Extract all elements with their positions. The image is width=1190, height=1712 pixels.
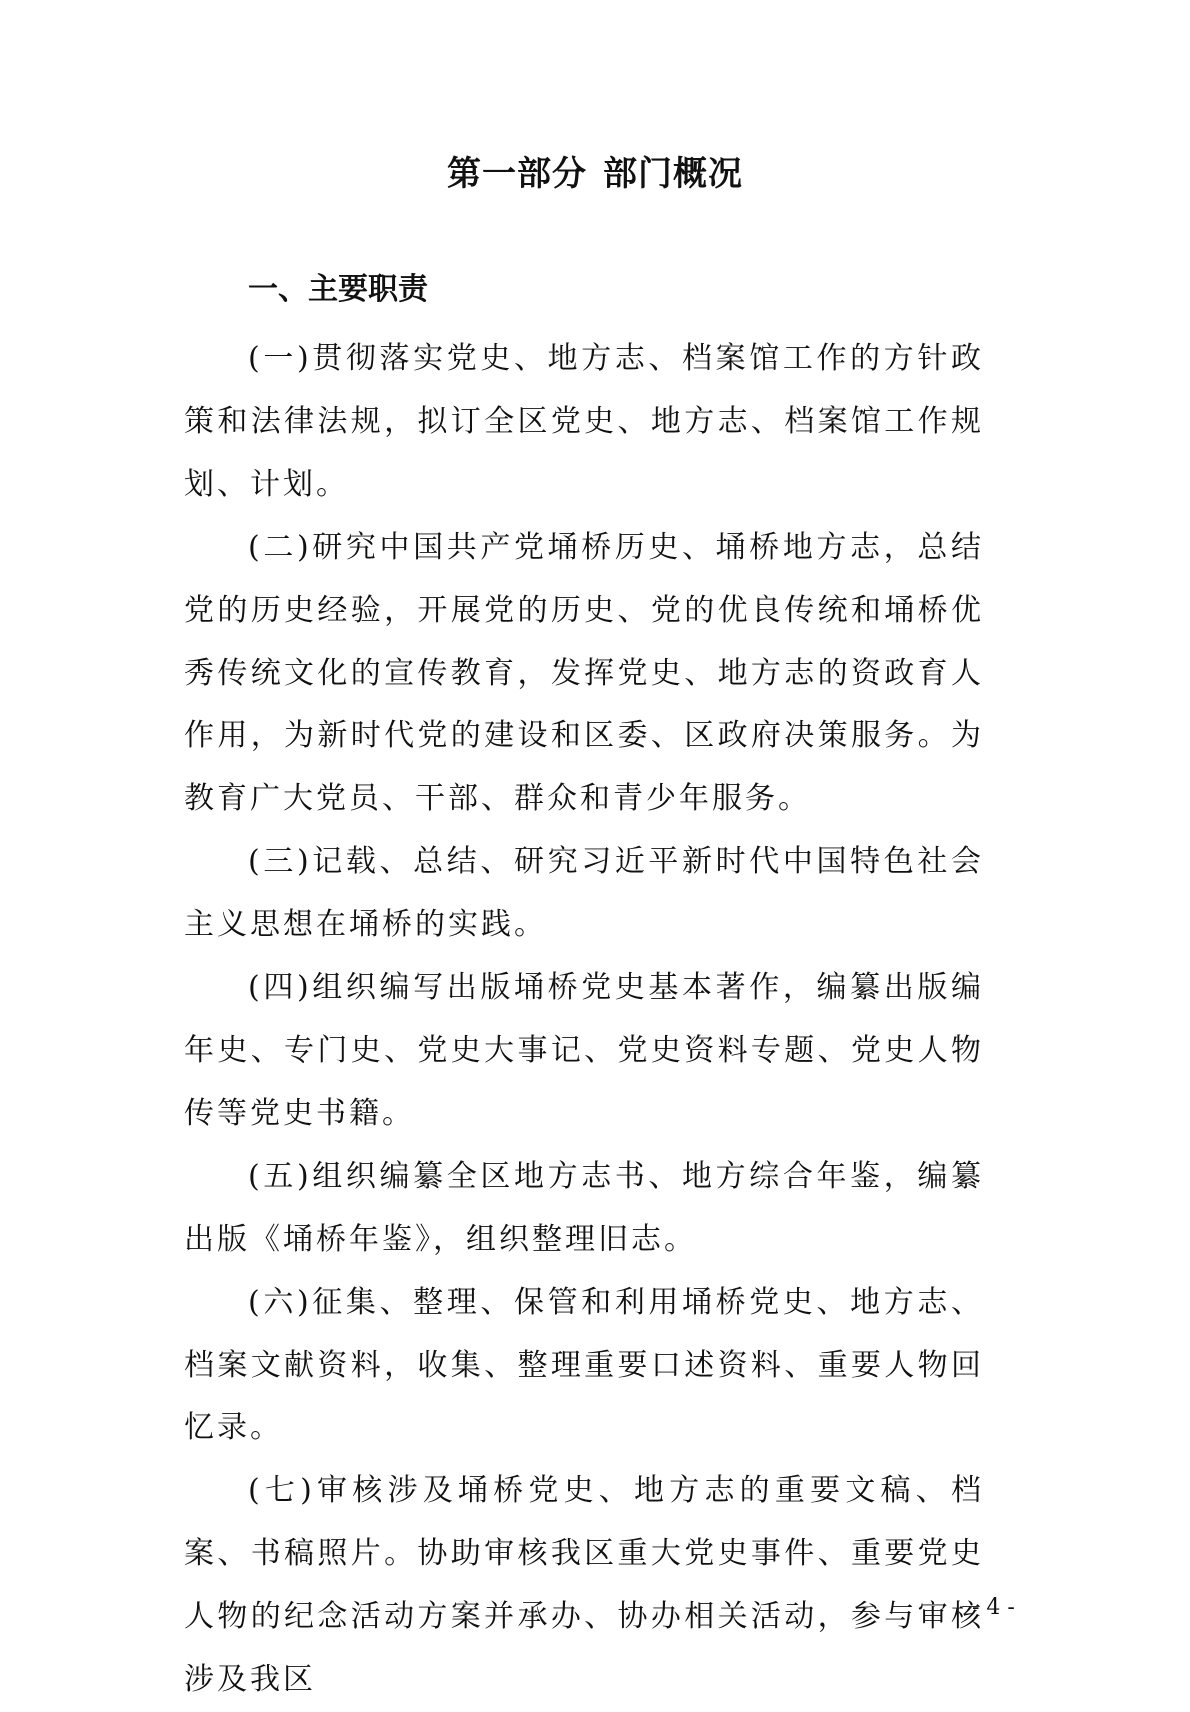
page-number: - 4 - [972,1595,1015,1620]
page-title [0,150,1190,198]
paragraph-3: (三)记载、总结、研究习近平新时代中国特色社会主义思想在埇桥的实践。 [184,844,984,943]
section-heading: 一、主要职责 [248,272,428,307]
body-text [184,328,984,1712]
title-part: 第一部分 [447,154,587,194]
paragraph-4: (四)组织编写出版埇桥党史基本著作，编纂出版编年史、专门史、党史大事记、党史资料专题、党史人物传等党史书籍。 [184,970,984,1131]
paragraph-2: (二)研究中国共产党埇桥历史、埇桥地方志，总结党的历史经验，开展党的历史、党的优良传统和埇桥优秀传统文化的宣传教育，发挥党史、地方志的资政育人作用，为新时代党的建设和区委、区政府决策服务。为教育广大党员、干部、群众和青少年服务。 [184,529,984,817]
paragraph-5: (五)组织编纂全区地方志书、地方综合年鉴，编纂出版《埇桥年鉴》，组织整理旧志。 [184,1158,984,1257]
paragraph-7: (七)审核涉及埇桥党史、地方志的重要文稿、档案、书稿照片。协助审核我区重大党史事件、重要党史人物的纪念活动方案并承办、协办相关活动，参与审核涉及我区 [184,1473,984,1698]
paragraph-1: (一)贯彻落实党史、地方志、档案馆工作的方针政策和法律法规，拟订全区党史、地方志、档案馆工作规划、计划。 [184,341,984,502]
paragraph-6: (六)征集、整理、保管和利用埇桥党史、地方志、档案文献资料，收集、整理重要口述资料、重要人物回忆录。 [184,1284,984,1446]
title-name: 部门概况 [603,154,743,194]
